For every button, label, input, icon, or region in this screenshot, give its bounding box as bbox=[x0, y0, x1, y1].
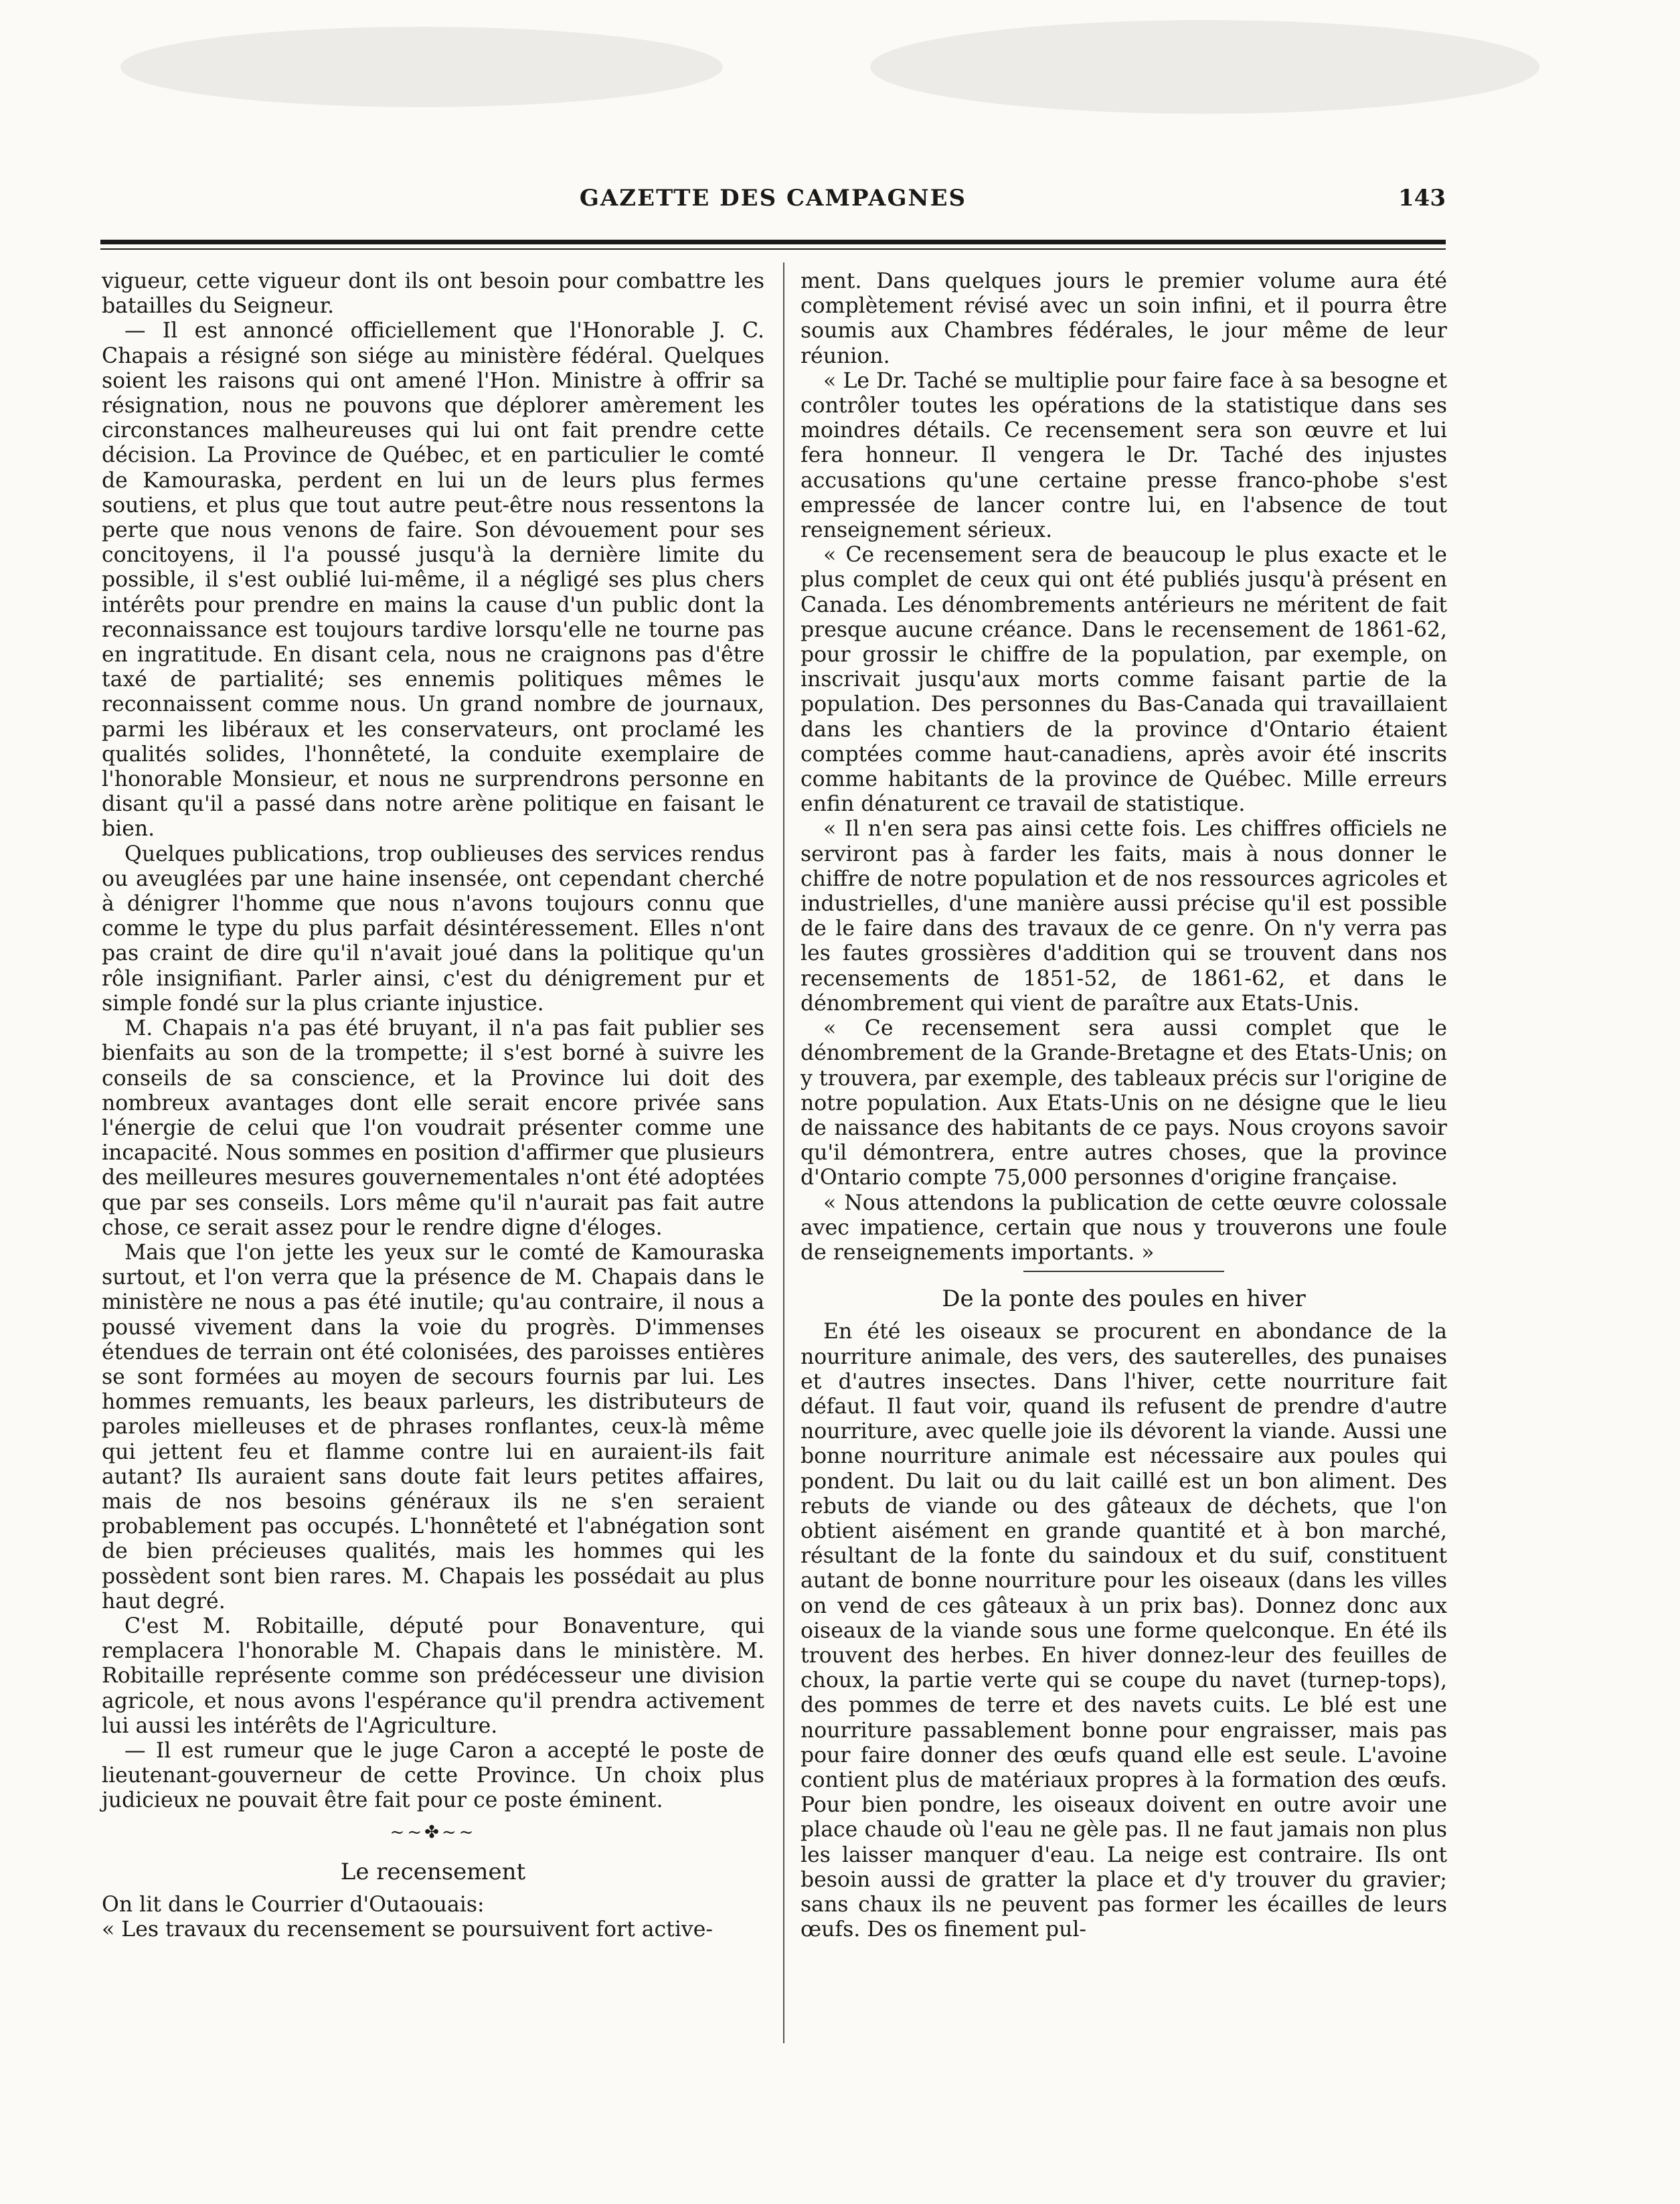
paragraph: « Nous attendons la publication de cette œuvre colossale avec impatience, certain que nous y trouverons une foule de renseignements importants. » bbox=[801, 1190, 1447, 1265]
paragraph: C'est M. Robitaille, député pour Bonaventure, qui remplacera l'honorable M. Chapais dans le ministère. M. Robitaille représente comme son prédécesseur une division agricole, et nous avons l'espérance qu'il prendra activement lui aussi les intérêts de l'Agriculture. bbox=[102, 1613, 764, 1738]
title-rule bbox=[1023, 1271, 1224, 1272]
paragraph: ment. Dans quelques jours le premier volume aura été complètement révisé avec un soin infini, et il pourra être soumis aux Chambres fédérales, le jour même de leur réunion. bbox=[801, 269, 1447, 368]
running-title: GAZETTE DES CAMPAGNES bbox=[579, 185, 967, 212]
paragraph: On lit dans le Courrier d'Outaouais: bbox=[102, 1893, 485, 1917]
paragraph: « Le Dr. Taché se multiplie pour faire face à sa besogne et contrôler toutes les opérations de la statistique dans ses moindres détails. Ce recensement sera son œuvre et lui fera honneur. Il vengera le Dr. Taché des injustes accusations qu'une certaine presse franco-phobe s'est empressée de lancer contre lui, en l'absence de tout renseignement sérieux. bbox=[801, 368, 1447, 543]
print-smudge bbox=[120, 27, 723, 107]
paragraph: « Il n'en sera pas ainsi cette fois. Les chiffres officiels ne serviront pas à farder les faits, mais à nous donner le chiffre de notre population et de nos ressources agricoles et industrielles, d'une manière aussi précise qu'il est possible de le faire dans des travaux de ce genre. On n'y verra pas les fautes grossières d'addition qui se trouvent dans nos recensements de 1851-52, de 1861-62, et dans le dénombrement qui vient de paraître aux Etats-Unis. bbox=[801, 817, 1447, 1016]
header-rule-thin bbox=[100, 248, 1446, 250]
left-column bbox=[102, 269, 764, 1942]
section-title-ponte: De la ponte des poules en hiver bbox=[942, 1285, 1306, 1313]
page-number: 143 bbox=[1398, 185, 1446, 212]
running-head bbox=[100, 179, 1446, 220]
right-column bbox=[801, 269, 1447, 1942]
paragraph: « Les travaux du recensement se poursuivent fort active- bbox=[102, 1917, 713, 1942]
paragraph: — Il est annoncé officiellement que l'Honorable J. C. Chapais a résigné son siége au ministère fédéral. Quelques soient les raisons qui ont amené l'Hon. Ministre à offrir sa résignation, nous ne pouvons que déplorer amèrement les circonstances malheureuses qui lui ont fait prendre cette décision. La Province de Québec, et en particulier le comté de Kamouraska, perdent en lui un de leurs plus fermes soutiens, et plus que tout autre peut-être nous ressentons la perte que nous venons de faire. Son dévouement pour ses concitoyens, il l'a poussé jusqu'à la dernière limite du possible, il s'est oublié lui-même, il a négligé ses plus chers intérêts pour prendre en mains la cause d'un public dont la reconnaissance est toujours tardive lorsqu'elle ne tourne pas en ingratitude. En disant cela, nous ne craignons pas d'être taxé de partialité; ses ennemis politiques mêmes le reconnaissent comme nous. Un grand nombre de journaux, parmi les libéraux et les conservateurs, ont proclamé les qualités solides, l'honnêteté, la conduite exemplaire de l'honorable Monsieur, et nous ne surprendrons personne en disant qu'il a passé dans notre arène politique en faisant le bien. bbox=[102, 319, 764, 842]
paragraph: « Ce recensement sera de beaucoup le plus exacte et le plus complet de ceux qui ont été publiés jusqu'à présent en Canada. Les dénombrements antérieurs ne méritent de fait presque aucune créance. Dans le recensement de 1861-62, pour grossir le chiffre de la population, par exemple, on inscrivait jusqu'aux morts comme faisant partie de la population. Des personnes du Bas-Canada qui travaillaient dans les chantiers de la province d'Ontario étaient comptées comme haut-canadiens, après avoir été inscrits comme habitants de la province de Québec. Mille erreurs enfin dénaturent ce travail de statistique. bbox=[801, 543, 1447, 817]
section-title-recensement: Le recensement bbox=[340, 1858, 526, 1885]
paragraph: Quelques publications, trop oublieuses des services rendus ou aveuglées par une haine insensée, ont cependant cherché à dénigrer l'homme que nous n'avons toujours connu que comme le type du plus parfait désintéressement. Elles n'ont pas craint de dire qu'il n'avait joué dans la politique qu'un rôle insignifiant. Parler ainsi, c'est du dénigrement pur et simple fondé sur la plus criante injustice. bbox=[102, 842, 764, 1016]
print-smudge bbox=[870, 20, 1539, 114]
paragraph: « Ce recensement sera aussi complet que le dénombrement de la Grande-Bretagne et des Etats-Unis; on y trouvera, par exemple, des tableaux précis sur l'origine de notre population. Aux Etats-Unis on ne désigne que le lieu de naissance des habitants de ce pays. Nous croyons savoir qu'il démontrera, entre autres choses, que la province d'Ontario compte 75,000 personnes d'origine française. bbox=[801, 1016, 1447, 1190]
paragraph: — Il est rumeur que le juge Caron a accepté le poste de lieutenant-gouverneur de cette Province. Un choix plus judicieux ne pouvait être fait pour ce poste éminent. bbox=[102, 1738, 764, 1813]
paragraph: vigueur, cette vigueur dont ils ont besoin pour combattre les batailles du Seigneur. bbox=[102, 269, 764, 319]
header-rule-thick bbox=[100, 240, 1446, 244]
section-ornament: ~~✤~~ bbox=[390, 1822, 477, 1842]
paragraph: En été les oiseaux se procurent en abondance de la nourriture animale, des vers, des sauterelles, des punaises et d'autres insectes. Dans l'hiver, cette nourriture fait défaut. Il faut voir, quand ils refusent de prendre d'autre nourriture, avec quelle joie ils dévorent la viande. Aussi une bonne nourriture animale est nécessaire aux poules qui pondent. Du lait ou du lait caillé est un bon aliment. Des rebuts de viande ou des gâteaux de déchets, que l'on obtient aisément en grande quantité et à bon marché, résultant de la fonte du saindoux et du suif, constituent autant de bonne nourriture pour les oiseaux (dans les villes on vend de ces gâteaux à un prix bas). Donnez donc aux oiseaux de la viande sous une forme quelconque. En été ils trouvent des herbes. En hiver donnez-leur des feuilles de choux, la partie verte qui se coupe du navet (turnep-tops), des pommes de terre et des navets cuits. Le blé est une nourriture passablement bonne pour engraisser, mais pas pour faire donner des œufs quand elle est seule. L'avoine contient plus de matériaux propres à la formation des œufs. Pour bien pondre, les oiseaux doivent en outre avoir une place chaude où l'eau ne gèle pas. Il ne faut jamais non plus les laisser manquer d'eau. La neige est contraire. Ils ont besoin aussi de gratter la place et d'y trouver du gravier; sans chaux ils ne peuvent pas former les écailles de leurs œufs. Des os finement pul- bbox=[801, 1320, 1447, 1942]
paragraph: Mais que l'on jette les yeux sur le comté de Kamouraska surtout, et l'on verra que la présence de M. Chapais dans le ministère ne nous a pas été inutile; qu'au contraire, il nous a poussé vivement dans la voie du progrès. D'immenses étendues de terrain ont été colonisées, des paroisses entières se sont formées au moyen de secours fournis par lui. Les hommes remuants, les beaux parleurs, les distributeurs de paroles mielleuses et de phrases ronflantes, ceux-là même qui jettent feu et flamme contre lui en auraient-ils fait autant? Ils auraient sans doute fait leurs petites affaires, mais de nos besoins généraux ils ne s'en seraient probablement pas occupés. L'honnêteté et l'abnégation sont de bien précieuses qualités, mais les hommes qui les possèdent sont bien rares. M. Chapais les possédait au plus haut degré. bbox=[102, 1240, 764, 1613]
paragraph: M. Chapais n'a pas été bruyant, il n'a pas fait publier ses bienfaits au son de la trompette; il s'est borné à suivre les conseils de sa conscience, et la Province lui doit des nombreux avantages dont elle serait encore privée sans l'énergie de celui que l'on voudrait présenter comme une incapacité. Nous sommes en position d'affirmer que plusieurs des meilleures mesures gouvernementales n'ont été adoptées que par ses conseils. Lors même qu'il n'aurait pas fait autre chose, ce serait assez pour le rendre digne d'éloges. bbox=[102, 1016, 764, 1240]
column-divider bbox=[783, 262, 784, 2043]
